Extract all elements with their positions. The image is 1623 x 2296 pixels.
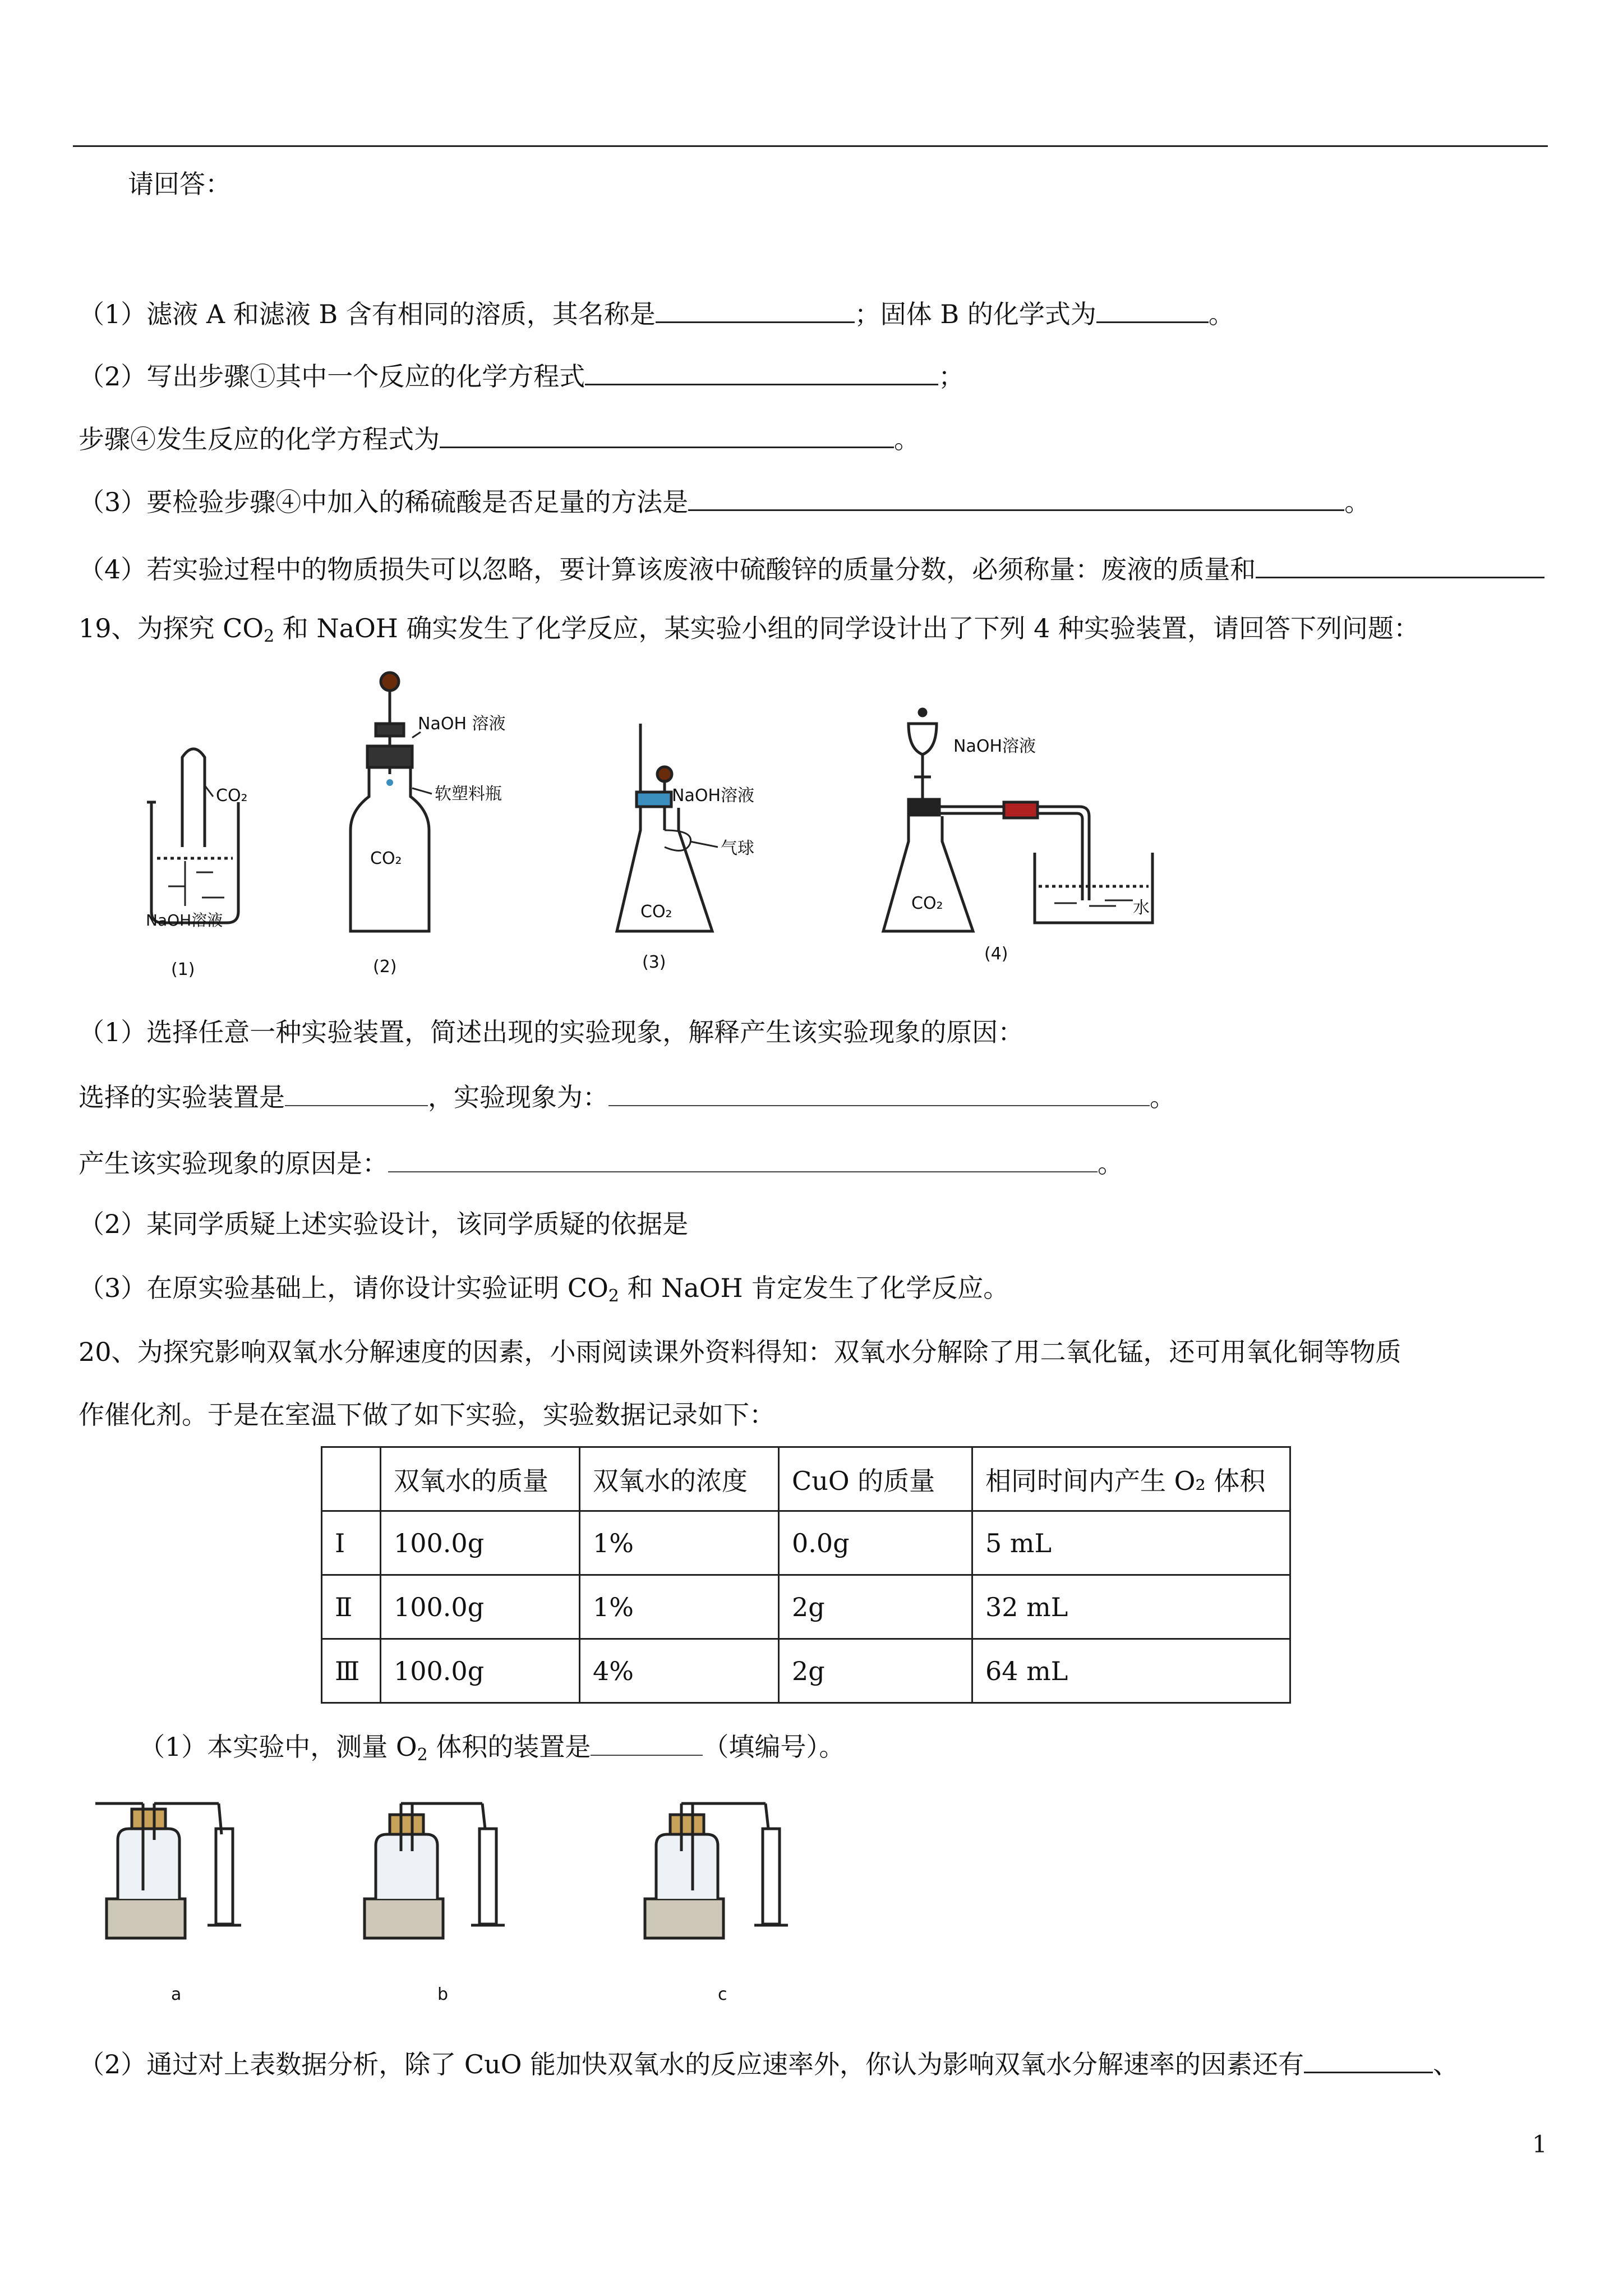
table-cell: 100.0g xyxy=(381,1639,580,1703)
answer-blank[interactable] xyxy=(285,1078,428,1106)
q19-stem: 19、为探究 $CO_2$ 和 NaOH 确实发生了化学反应，某实验小组的同学设计出了下列 4 种实验装置，请回答下列问题： xyxy=(79,613,1420,646)
q20-apparatus-drawings xyxy=(95,1778,824,2019)
apparatus-2 xyxy=(351,673,432,931)
d2-naoh-label: NaOH 溶液 xyxy=(418,714,506,734)
table-cell: Ⅱ xyxy=(322,1575,381,1639)
d2-bottle-label: 软塑料瓶 xyxy=(435,784,502,804)
q20-stem-line2: 作催化剂。于是在室温下做了如下实验，实验数据记录如下： xyxy=(79,1400,775,1430)
d3-co2-label: CO₂ xyxy=(640,902,672,922)
q19-part1-reason: 产生该实验现象的原因是： 。 xyxy=(79,1144,1123,1180)
q20-part2: （2）通过对上表数据分析，除了 CuO 能加快双氧水的反应速率外，你认为影响双氧水分解速率的因素还有 、 xyxy=(79,2045,1459,2081)
table-cell: 32 mL xyxy=(972,1575,1290,1639)
d3-number: (3) xyxy=(642,953,666,972)
answer-blank[interactable] xyxy=(440,420,894,448)
table-header-row xyxy=(322,1447,1290,1511)
answer-blank[interactable] xyxy=(656,295,855,323)
q18-part3: （3）要检验步骤④中加入的稀硫酸是否足量的方法是 。 xyxy=(79,482,1370,519)
answer-blank[interactable] xyxy=(688,482,1344,511)
table-cell: 100.0g xyxy=(381,1511,580,1575)
d4-number: (4) xyxy=(984,944,1008,964)
d1-naoh-label: NaOH溶液 xyxy=(146,911,223,930)
table-row xyxy=(322,1575,1290,1639)
q19-part2: （2）某同学质疑上述实验设计，该同学质疑的依据是 xyxy=(79,1209,689,1239)
q19-apparatus-figure xyxy=(129,662,1307,987)
table-cell: 2g xyxy=(779,1639,972,1703)
fig-label-c: c xyxy=(718,1985,727,2004)
d4-co2-label: CO₂ xyxy=(911,894,943,913)
table-cell: 2g xyxy=(779,1575,972,1639)
answer-blank[interactable] xyxy=(388,1144,1098,1172)
q19-apparatus-drawings xyxy=(129,662,1307,987)
apparatus-a xyxy=(95,1803,241,1938)
table-row xyxy=(322,1639,1290,1703)
q19-part1-selection: 选择的实验装置是 ，实验现象为： 。 xyxy=(79,1078,1175,1114)
q19-part1: （1）选择任意一种实验装置，简述出现的实验现象，解释产生该实验现象的原因： xyxy=(79,1017,1024,1047)
table-header-cell xyxy=(322,1447,381,1511)
answer-blank[interactable] xyxy=(1256,550,1544,578)
answer-blank[interactable] xyxy=(585,357,938,385)
q20-part1: （1）本实验中，测量 $O_2$ 体积的装置是 （填编号）。 xyxy=(139,1728,845,1764)
apparatus-3 xyxy=(617,724,718,931)
intro-text: 请回答： xyxy=(128,169,231,199)
table-cell: Ⅰ xyxy=(322,1511,381,1575)
table-cell: 4% xyxy=(580,1639,779,1703)
d1-co2-label: CO₂ xyxy=(216,786,248,806)
d2-co2-label: CO₂ xyxy=(370,849,402,868)
table-row xyxy=(322,1511,1290,1575)
table-header-cell: 相同时间内产生 O₂ 体积 xyxy=(972,1447,1290,1511)
d3-naoh-label: NaOH溶液 xyxy=(672,786,754,806)
q19-part3: （3）在原实验基础上，请你设计实验证明 $CO_2$ 和 NaOH 肯定发生了化学反应。 xyxy=(79,1273,1009,1306)
d4-naoh-label: NaOH溶液 xyxy=(953,737,1036,756)
fig-label-a: a xyxy=(171,1985,182,2004)
q20-stem-line1: 20、为探究影响双氧水分解速度的因素，小雨阅读课外资料得知：双氧水分解除了用二氧化锰，还可用氧化铜等物质 xyxy=(79,1337,1401,1367)
table-cell: 0.0g xyxy=(779,1511,972,1575)
d3-balloon-label: 气球 xyxy=(721,839,754,858)
q20-data-table xyxy=(321,1446,1291,1704)
table-cell: 100.0g xyxy=(381,1575,580,1639)
q18-part2: （2）写出步骤①其中一个反应的化学方程式 ； xyxy=(79,357,964,393)
q18-part2-step4: 步骤④发生反应的化学方程式为 。 xyxy=(79,420,920,456)
table-header-cell: 双氧水的质量 xyxy=(381,1447,580,1511)
d2-number: (2) xyxy=(373,957,397,977)
answer-blank[interactable] xyxy=(608,1078,1150,1106)
table-cell: 1% xyxy=(580,1511,779,1575)
q18-part1: （1）滤液 A 和滤液 B 含有相同的溶质，其名称是 ；固体 B 的化学式为 。 xyxy=(79,295,1234,331)
table-cell: 1% xyxy=(580,1575,779,1639)
page-number: 1 xyxy=(1532,2131,1547,2158)
table-cell: Ⅲ xyxy=(322,1639,381,1703)
d1-number: (1) xyxy=(171,960,195,979)
apparatus-b xyxy=(365,1803,505,1938)
fig-label-b: b xyxy=(437,1985,449,2004)
table-header-cell: 双氧水的浓度 xyxy=(580,1447,779,1511)
answer-blank[interactable] xyxy=(591,1728,703,1756)
table-header-cell: CuO 的质量 xyxy=(779,1447,972,1511)
apparatus-c xyxy=(645,1803,788,1938)
answer-blank[interactable] xyxy=(1304,2045,1433,2073)
table-cell: 64 mL xyxy=(972,1639,1290,1703)
q18-part4: （4）若实验过程中的物质损失可以忽略，要计算该废液中硫酸锌的质量分数，必须称量：废液的质量和 xyxy=(79,550,1544,586)
header-rule xyxy=(73,145,1548,147)
answer-blank[interactable] xyxy=(1096,295,1209,323)
q20-apparatus-figure xyxy=(95,1778,824,2019)
table-cell: 5 mL xyxy=(972,1511,1290,1575)
d4-water-label: 水 xyxy=(1133,898,1150,918)
apparatus-1 xyxy=(147,749,238,923)
